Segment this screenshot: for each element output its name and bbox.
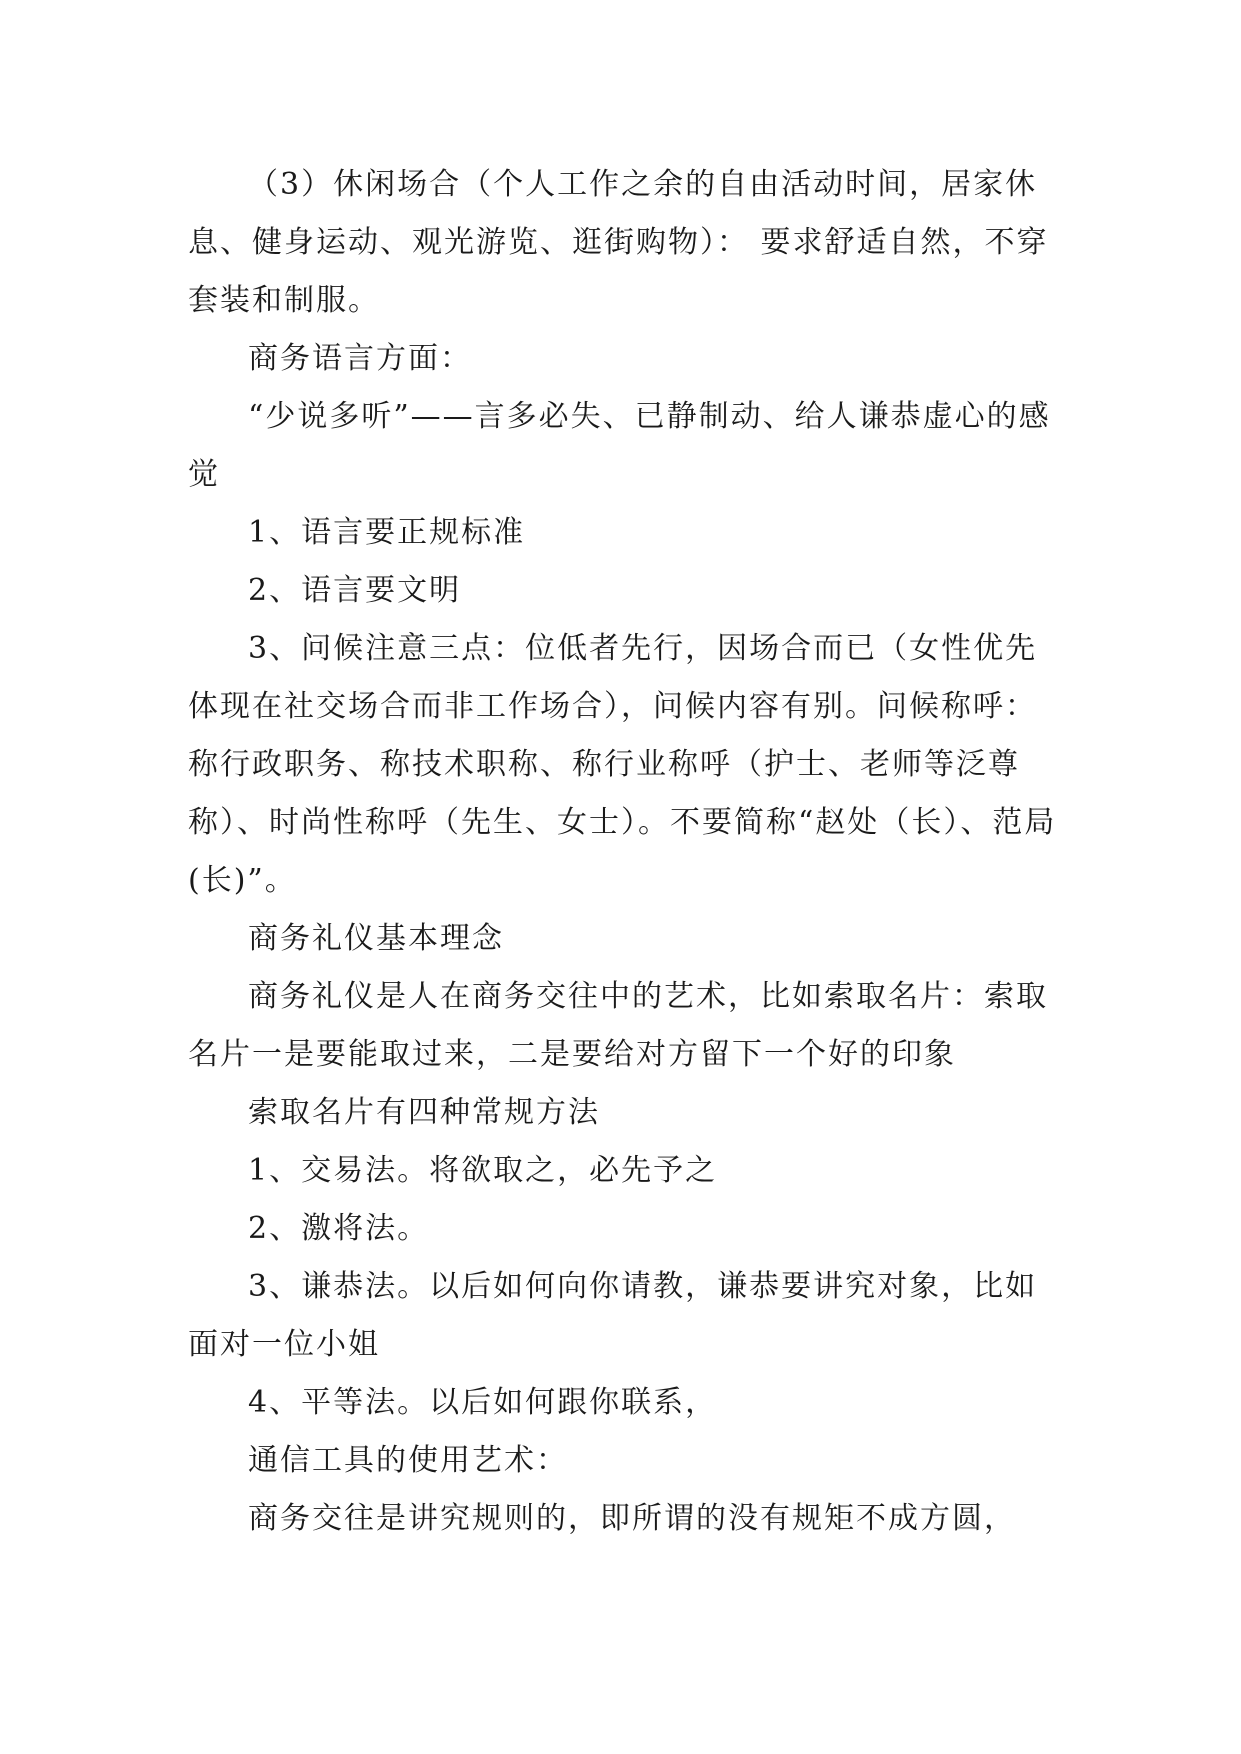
paragraph-method-humble: 3、谦恭法。以后如何向你请教，谦恭要讲究对象，比如面对一位小姐 [188, 1269, 1038, 1362]
paragraph-leisure-occasion: （3）休闲场合（个人工作之余的自由活动时间，居家休息、健身运动、观光游览、逛街购物）： 要求舒适自然，不穿套装和制服。 [188, 167, 1049, 318]
paragraph-speak-less-listen-more: “少说多听”——言多必失、已静制动、给人谦恭虚心的感觉 [188, 399, 1051, 492]
paragraph-etiquette-concept-heading: 商务礼仪基本理念 [248, 921, 504, 956]
paragraph-greeting-points: 3、问候注意三点：位低者先行，因场合而已（女性优先体现在社交场合而非工作场合），问候内容有别。问候称呼：称行政职务、称技术职称、称行业称呼（护士、老师等泛尊称）、时尚性称呼（先生、女士）。不要简称“赵处（长）、范局(长)”。 [188, 631, 1057, 898]
paragraph-method-provoke: 2、激将法。 [248, 1211, 430, 1246]
paragraph-card-methods-heading: 索取名片有四种常规方法 [248, 1095, 600, 1130]
paragraph-etiquette-art: 商务礼仪是人在商务交往中的艺术，比如索取名片：索取名片一是要能取过来，二是要给对方留下一个好的印象 [188, 979, 1048, 1072]
paragraph-communication-tools-heading: 通信工具的使用艺术： [248, 1443, 568, 1478]
paragraph-language-standard: 1、语言要正规标准 [248, 515, 526, 550]
paragraph-language-civil: 2、语言要文明 [248, 573, 462, 608]
document-body [188, 156, 1058, 1548]
paragraph-method-exchange: 1、交易法。将欲取之，必先予之 [248, 1153, 718, 1188]
paragraph-business-language-heading: 商务语言方面： [248, 341, 472, 376]
paragraph-method-equal: 4、平等法。以后如何跟你联系， [248, 1385, 718, 1420]
paragraph-business-rules: 商务交往是讲究规则的，即所谓的没有规矩不成方圆， [248, 1501, 1016, 1536]
